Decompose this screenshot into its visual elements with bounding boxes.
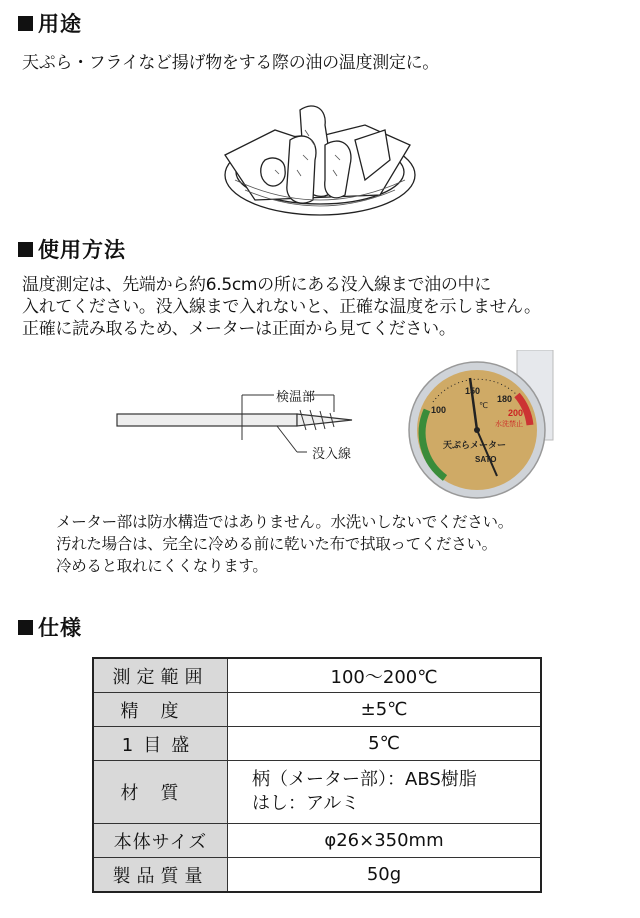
dial-tick-100: 100 [431, 405, 447, 415]
spec-label: 精度 [93, 693, 228, 727]
table-row [93, 727, 541, 761]
spec-value-line: 柄（メーター部）：ABS樹脂 [252, 769, 477, 790]
table-row [93, 858, 541, 893]
spec-heading-text: 仕様 [38, 616, 82, 640]
sensor-label: 検温部 [276, 390, 316, 405]
square-bullet-icon [18, 620, 33, 635]
spec-label: 本体サイズ [93, 824, 228, 858]
thermometer-dial-photo [405, 350, 565, 500]
table-row [93, 761, 541, 824]
spec-label: 製品質量 [93, 858, 228, 893]
table-row [93, 824, 541, 858]
immersion-line-label: 没入線 [312, 447, 352, 462]
tempura-basket-illustration [215, 100, 425, 225]
dial-product-name: 天ぷらメーター [443, 441, 507, 451]
spec-value: 50g [228, 858, 542, 893]
dial-tick-180: 180 [497, 394, 513, 404]
dial-brand: SATO [475, 455, 497, 464]
table-row [93, 693, 541, 727]
spec-value [228, 761, 542, 824]
howto-line-1: 温度測定は、先端から約6.5cmの所にある没入線まで油の中に [22, 275, 491, 295]
spec-value: ±5℃ [228, 693, 542, 727]
howto-line-3: 正確に読み取るため、メーターは正面から見てください。 [22, 319, 456, 339]
spec-value: 5℃ [228, 727, 542, 761]
spec-value: φ26×350mm [228, 824, 542, 858]
notes-line-3: 冷めると取れにくくなります。 [56, 557, 268, 575]
dial-warning: 水洗禁止 [495, 420, 523, 428]
dial-tick-150: 150 [465, 386, 481, 396]
spec-label: 材質 [93, 761, 228, 824]
spec-value: 100〜200℃ [228, 658, 542, 693]
dial-unit: ℃ [479, 401, 488, 410]
usage-text: 天ぷら・フライなど揚げ物をする際の油の温度測定に。 [22, 53, 439, 73]
spec-label: 測定範囲 [93, 658, 228, 693]
spec-value-line: はし：アルミ [252, 793, 360, 814]
dial-tick-200: 200 [508, 408, 524, 418]
usage-heading-text: 用途 [38, 12, 82, 36]
howto-heading [18, 234, 126, 264]
howto-line-2: 入れてください。没入線まで入れないと、正確な温度を示しません。 [22, 297, 541, 317]
notes-line-1: メーター部は防水構造ではありません。水洗いしないでください。 [56, 513, 513, 531]
square-bullet-icon [18, 16, 33, 31]
notes-line-2: 汚れた場合は、完全に冷める前に乾いた布で拭取ってください。 [56, 535, 497, 553]
square-bullet-icon [18, 242, 33, 257]
spec-label: 1目盛 [93, 727, 228, 761]
spec-table [92, 657, 542, 893]
spec-heading [18, 612, 82, 642]
probe-diagram [112, 380, 372, 480]
table-row [93, 658, 541, 693]
howto-heading-text: 使用方法 [38, 238, 126, 262]
usage-heading [18, 8, 82, 38]
